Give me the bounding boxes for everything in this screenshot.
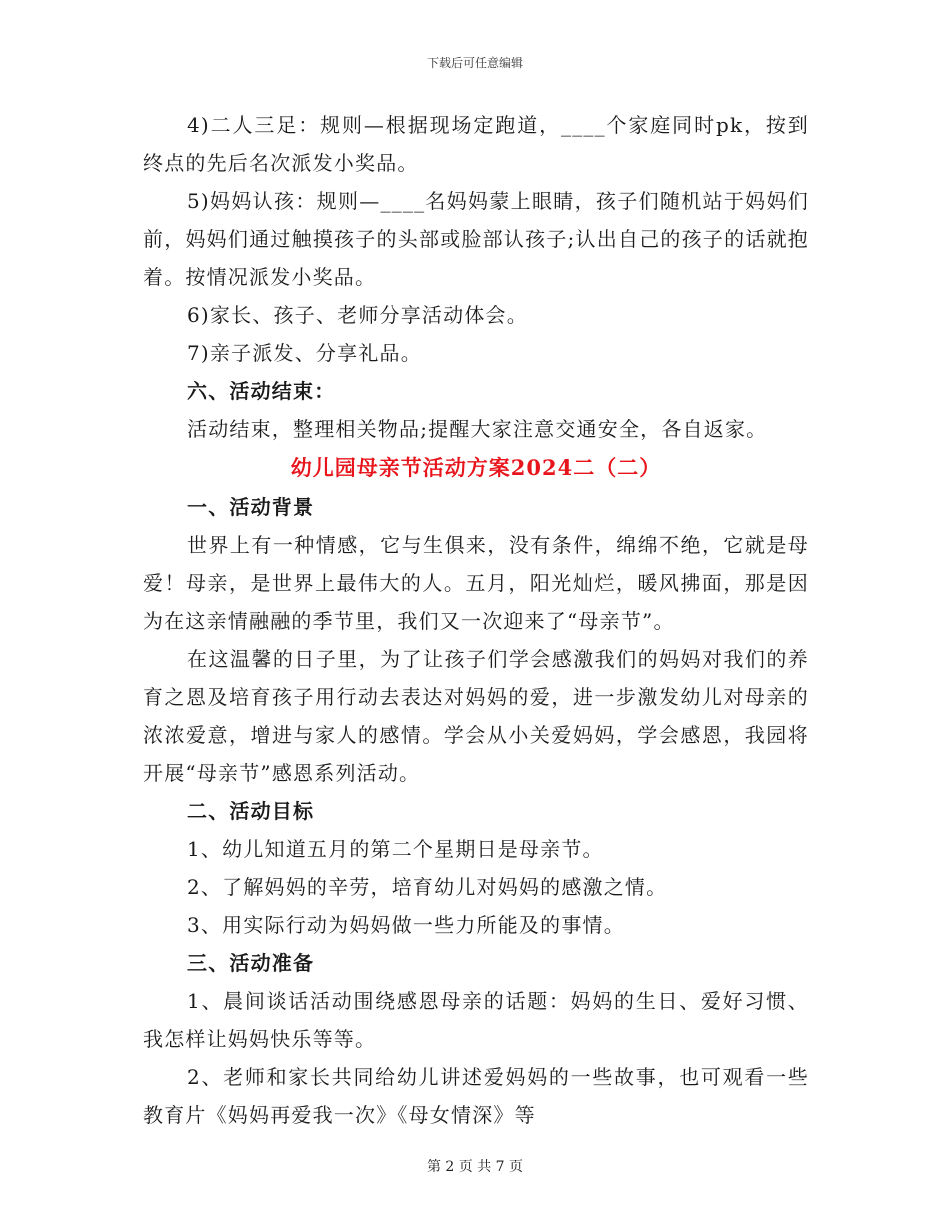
page-footer: 第 2 页 共 7 页 xyxy=(426,1159,524,1175)
page-content xyxy=(143,106,809,1134)
background-paragraph-2: 在这温馨的日子里，为了让孩子们学会感激我们的妈妈对我们的养育之恩及培育孩子用行动去表达对妈妈的爱，进一步激发幼儿对母亲的浓浓爱意，增进与家人的感情。学会从小关爱妈妈，学会感恩，我园将开展“母亲节”感恩系列活动。 xyxy=(143,647,809,785)
goal-item: 3、用实际行动为妈妈做一些力所能及的事情。 xyxy=(187,913,625,937)
rule-item-5: 5)妈妈认孩：规则—____名妈妈蒙上眼睛，孩子们随机站于妈妈们前，妈妈们通过触摸孩子的头部或脸部认孩子;认出自己的孩子的话就抱着。按情况派发小奖品。 xyxy=(143,189,809,289)
prep-item: 1、晨间谈话活动围绕感恩母亲的话题：妈妈的生日、爱好习惯、我怎样让妈妈快乐等等。 xyxy=(143,989,809,1051)
goal-item: 2、了解妈妈的辛劳，培育幼儿对妈妈的感激之情。 xyxy=(187,875,668,899)
section-heading-background: 一、活动背景 xyxy=(187,495,315,519)
rule-item-4: 4)二人三足：规则—根据现场定跑道，____个家庭同时pk，按到终点的先后名次派发小奖品。 xyxy=(143,113,809,175)
prep-item: 2、老师和家长共同给幼儿讲述爱妈妈的一些故事，也可观看一些教育片《妈妈再爱我一次》《母女情深》等 xyxy=(143,1065,809,1127)
section-heading-end: 六、活动结束： xyxy=(187,379,336,403)
end-text: 活动结束，整理相关物品;提醒大家注意交通安全，各自返家。 xyxy=(187,417,768,441)
section-heading-prep: 三、活动准备 xyxy=(187,951,315,975)
rule-item-7: 7)亲子派发、分享礼品。 xyxy=(187,341,422,365)
header-note: 下载后可任意编辑 xyxy=(426,56,523,70)
goal-item: 1、幼儿知道五月的第二个星期日是母亲节。 xyxy=(187,837,604,861)
rule-item-6: 6)家长、孩子、老师分享活动体会。 xyxy=(187,303,528,327)
background-paragraph-1: 世界上有一种情感，它与生俱来，没有条件，绵绵不绝，它就是母爱！母亲，是世界上最伟大的人。五月，阳光灿烂，暖风拂面，那是因为在这亲情融融的季节里，我们又一次迎来了“母亲节”。 xyxy=(143,533,809,633)
section-heading-goals: 二、活动目标 xyxy=(187,799,315,823)
document-title: 幼儿园母亲节活动方案2024二（二） xyxy=(290,455,662,480)
